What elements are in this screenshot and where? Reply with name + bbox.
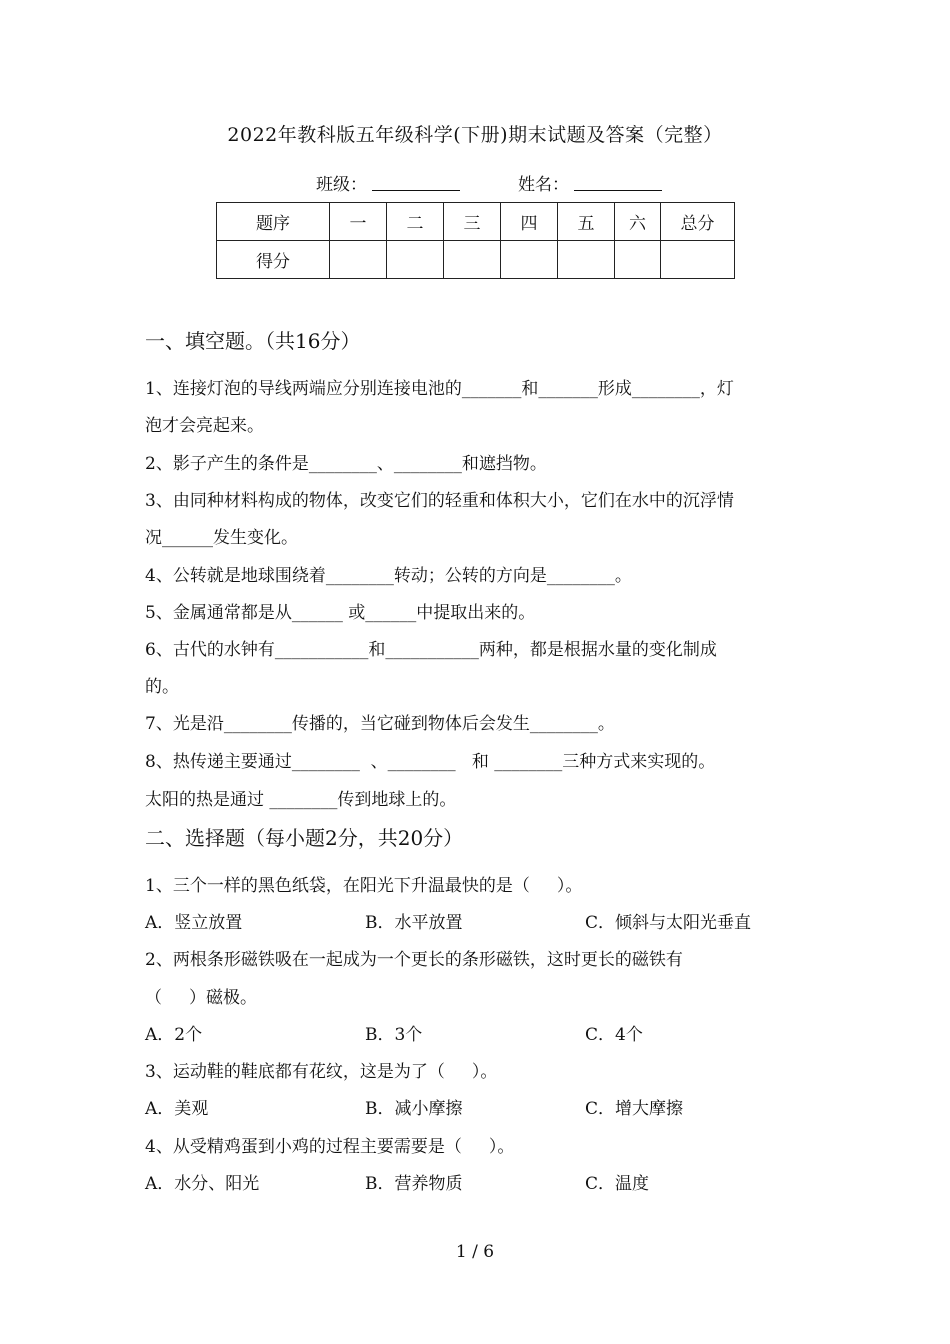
question-stem: 1、三个一样的黑色纸袋，在阳光下升温最快的是（ ）。: [145, 876, 583, 896]
question-stem: 2、两根条形磁铁吸在一起成为一个更长的条形磁铁，这时更长的磁铁有: [145, 950, 683, 970]
score-input-cell[interactable]: [558, 241, 615, 279]
score-input-cell[interactable]: [387, 241, 444, 279]
score-table-header-row: [217, 203, 735, 241]
option-a[interactable]: A．美观: [145, 1099, 209, 1119]
question-line: 4、公转就是地球围绕着________转动；公转的方向是________。: [145, 566, 632, 586]
class-label: 班级：: [316, 175, 367, 195]
question-line: 6、古代的水钟有___________和___________两种，都是根据水量的变化制成: [145, 640, 717, 660]
option-b[interactable]: B．3个: [365, 1025, 423, 1045]
question-line: 3、由同种材料构成的物体，改变它们的轻重和体积大小，它们在水中的沉浮情: [145, 491, 734, 511]
question-line: 1、连接灯泡的导线两端应分别连接电池的_______和_______形成________，灯: [145, 379, 734, 399]
question-stem: 3、运动鞋的鞋底都有花纹，这是为了（ ）。: [145, 1062, 498, 1082]
name-label: 姓名：: [518, 175, 569, 195]
table-cell: 六: [615, 203, 661, 241]
score-input-cell[interactable]: [661, 241, 735, 279]
table-cell: 四: [501, 203, 558, 241]
section-heading-multiple-choice: 二、选择题（每小题2分，共20分）: [145, 826, 464, 850]
table-cell: 总分: [661, 203, 735, 241]
question-line: 况______发生变化。: [145, 528, 298, 548]
question-line: 太阳的热是通过 ________传到地球上的。: [145, 790, 457, 810]
score-input-cell[interactable]: [444, 241, 501, 279]
section-heading-fill-in: 一、填空题。（共16分）: [145, 329, 361, 353]
page-number: 1 / 6: [455, 1242, 495, 1262]
question-line: 8、热传递主要通过________ 、________ 和 ________三种方式来实现的。: [145, 752, 716, 772]
name-field[interactable]: [574, 190, 662, 191]
class-field[interactable]: [372, 190, 460, 191]
score-input-cell[interactable]: [615, 241, 661, 279]
table-cell: 三: [444, 203, 501, 241]
table-cell: 题序: [217, 203, 330, 241]
question-stem: （ ）磁极。: [145, 988, 258, 1008]
question-line: 2、影子产生的条件是________、________和遮挡物。: [145, 454, 547, 474]
question-stem: 4、从受精鸡蛋到小鸡的过程主要需要是（ ）。: [145, 1137, 515, 1157]
option-b[interactable]: B．营养物质: [365, 1174, 463, 1194]
option-b[interactable]: B．减小摩擦: [365, 1099, 463, 1119]
option-a[interactable]: A．2个: [145, 1025, 203, 1045]
page-title: 2022年教科版五年级科学(下册)期末试题及答案（完整）: [227, 124, 723, 146]
score-input-cell[interactable]: [330, 241, 387, 279]
question-line: 5、金属通常都是从______ 或______中提取出来的。: [145, 603, 536, 623]
question-line: 7、光是沿________传播的，当它碰到物体后会发生________。: [145, 714, 615, 734]
option-a[interactable]: A．竖立放置: [145, 913, 243, 933]
option-c[interactable]: C．温度: [585, 1174, 650, 1194]
score-input-cell[interactable]: [501, 241, 558, 279]
score-table: [216, 202, 735, 279]
table-cell: 得分: [217, 241, 330, 279]
option-a[interactable]: A．水分、阳光: [145, 1174, 260, 1194]
table-cell: 一: [330, 203, 387, 241]
option-b[interactable]: B．水平放置: [365, 913, 463, 933]
table-cell: 二: [387, 203, 444, 241]
option-c[interactable]: C．倾斜与太阳光垂直: [585, 913, 752, 933]
option-c[interactable]: C．增大摩擦: [585, 1099, 684, 1119]
table-cell: 五: [558, 203, 615, 241]
score-table-score-row: [217, 241, 735, 279]
question-line: 泡才会亮起来。: [145, 416, 264, 436]
option-c[interactable]: C．4个: [585, 1025, 643, 1045]
question-line: 的。: [145, 677, 179, 697]
